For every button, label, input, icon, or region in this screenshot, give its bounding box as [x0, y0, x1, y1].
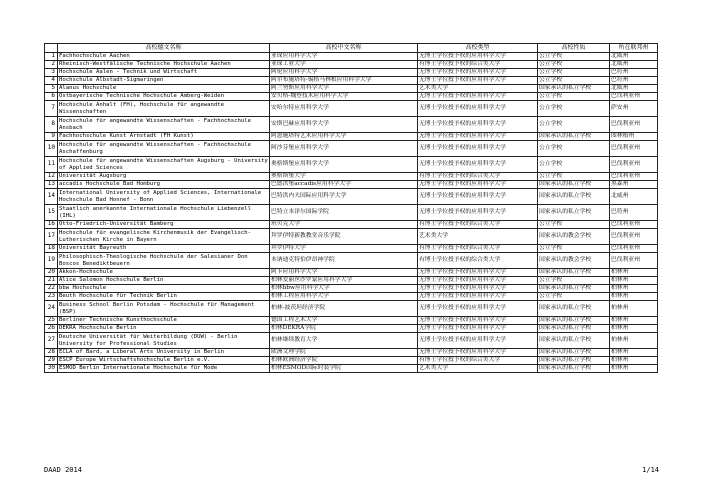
- header-university-nature: 高校性质: [538, 44, 610, 53]
- cell-university-type: 无博士学位授予权的应用科学大学: [418, 277, 538, 285]
- cell-chinese-name: 德国工程艺术大学: [270, 317, 418, 325]
- cell-federal-state: 萨安州: [610, 101, 658, 117]
- cell-chinese-name: 阿卡应用科学大学: [270, 269, 418, 277]
- table-row: [45, 269, 658, 277]
- cell-row-number: 14: [45, 189, 58, 205]
- table-row: [45, 69, 658, 77]
- cell-row-number: 10: [45, 141, 58, 157]
- table-row: [45, 245, 658, 253]
- cell-federal-state: 柏林州: [610, 325, 658, 333]
- cell-university-type: 无博士学位授予权的应用科学大学: [418, 317, 538, 325]
- cell-university-nature: 国家承认的私立学校: [538, 189, 610, 205]
- table-row: [45, 221, 658, 229]
- cell-german-name: bbw Hochschule: [58, 285, 270, 293]
- cell-row-number: 9: [45, 133, 58, 141]
- cell-chinese-name: 柏林DEKRA学院: [270, 325, 418, 333]
- table-row: [45, 157, 658, 173]
- cell-row-number: 25: [45, 317, 58, 325]
- cell-german-name: Ostbayerische Technische Hochschule Amberg-Weiden: [58, 93, 270, 101]
- cell-university-type: 无博士学位授予权的应用科学大学: [418, 301, 538, 317]
- cell-row-number: 20: [45, 269, 58, 277]
- cell-university-nature: 公立学校: [538, 61, 610, 69]
- cell-federal-state: 图林根州: [610, 133, 658, 141]
- cell-federal-state: 柏林州: [610, 293, 658, 301]
- cell-german-name: Hochschule für angewandte Wissenschaften - Fachhochschule Aschaffenburg: [58, 141, 270, 157]
- header-german-name: 高校德文名称: [58, 44, 270, 53]
- cell-german-name: ECLA of Bard, a Liberal Arts University in Berlin: [58, 349, 270, 357]
- cell-university-nature: 国家承认的私立学校: [538, 285, 610, 293]
- cell-chinese-name: 安哈尔特应用科学大学: [270, 101, 418, 117]
- cell-federal-state: 巴符州: [610, 69, 658, 77]
- cell-university-nature: 公立学校: [538, 77, 610, 85]
- table-header-row: [45, 44, 658, 53]
- cell-university-type: 无博士学位授予权的应用科学大学: [418, 189, 538, 205]
- cell-federal-state: 柏林州: [610, 277, 658, 285]
- cell-university-type: 无博士学位授予权的应用科学大学: [418, 53, 538, 61]
- cell-row-number: 21: [45, 277, 58, 285]
- cell-university-nature: 国家承认的私立学校: [538, 349, 610, 357]
- cell-federal-state: 柏林州: [610, 349, 658, 357]
- cell-chinese-name: 柏林bbw应用科学大学: [270, 285, 418, 293]
- table-row: [45, 101, 658, 117]
- table-row: [45, 205, 658, 221]
- cell-university-nature: 国家承认的私立学校: [538, 205, 610, 221]
- cell-university-type: 无博士学位授予权的应用科学大学: [418, 269, 538, 277]
- cell-university-nature: 国家承认的私立学校: [538, 85, 610, 93]
- footer-source: DAAD 2014: [44, 466, 82, 474]
- cell-german-name: Berliner Technische Kunsthochschule: [58, 317, 270, 325]
- table-row: [45, 317, 658, 325]
- cell-federal-state: 巴伐利亚州: [610, 229, 658, 245]
- university-table: [44, 43, 658, 373]
- cell-german-name: Otto-Friedrich-Universität Bamberg: [58, 221, 270, 229]
- cell-university-nature: 国家承认的教会学校: [538, 253, 610, 269]
- cell-university-nature: 国家承认的私立学校: [538, 365, 610, 373]
- cell-german-name: Deutsche Universität für Weiterbildung (DUW) - Berlin University for Professional Studies: [58, 333, 270, 349]
- cell-chinese-name: 亚琛应用科学大学: [270, 53, 418, 61]
- cell-german-name: Philosophisch-Theologische Hochschule der Salesianer Don Boscos Benediktbeuern: [58, 253, 270, 269]
- cell-federal-state: 巴伐利亚州: [610, 173, 658, 181]
- header-chinese-name: 高校中文名称: [270, 44, 418, 53]
- cell-university-type: 无博士学位授予权的应用科学大学: [418, 101, 538, 117]
- cell-federal-state: 北威州: [610, 61, 658, 69]
- cell-row-number: 18: [45, 245, 58, 253]
- table-row: [45, 365, 658, 373]
- cell-german-name: Hochschule für angewandte Wissenschaften - Fachhochschule Ansbach: [58, 117, 270, 133]
- cell-university-type: 无博士学位授予权的应用科学大学: [418, 333, 538, 349]
- cell-university-type: 无博士学位授予权的应用科学大学: [418, 77, 538, 85]
- cell-university-nature: 公立学校: [538, 69, 610, 77]
- cell-university-nature: 公立学校: [538, 157, 610, 173]
- table-row: [45, 189, 658, 205]
- cell-university-nature: 国家承认的私立学校: [538, 317, 610, 325]
- cell-university-type: 无博士学位授予权的应用科学大学: [418, 157, 538, 173]
- cell-german-name: Hochschule Albstadt-Sigmaringen: [58, 77, 270, 85]
- cell-federal-state: 黑森州: [610, 181, 658, 189]
- cell-german-name: DEKRA Hochschule Berlin: [58, 325, 270, 333]
- table-row: [45, 253, 658, 269]
- cell-federal-state: 巴伐利亚州: [610, 157, 658, 173]
- cell-university-type: 有博士学位授予权的综合类大学: [418, 221, 538, 229]
- cell-federal-state: 柏林州: [610, 357, 658, 365]
- cell-german-name: Alanus Hochschule: [58, 85, 270, 93]
- cell-federal-state: 巴伐利亚州: [610, 117, 658, 133]
- cell-federal-state: 北威州: [610, 189, 658, 205]
- cell-university-nature: 国家承认的私立学校: [538, 269, 610, 277]
- table-row: [45, 77, 658, 85]
- cell-federal-state: 柏林州: [610, 317, 658, 325]
- cell-university-type: 有博士学位授予权的综合类大学: [418, 357, 538, 365]
- cell-chinese-name: 巴特立本泽尔国际学院: [270, 205, 418, 221]
- cell-federal-state: 巴伐利亚州: [610, 253, 658, 269]
- cell-federal-state: 柏林州: [610, 365, 658, 373]
- cell-chinese-name: 拜罗伊特新教教堂音乐学院: [270, 229, 418, 245]
- cell-university-type: 艺术类大学: [418, 85, 538, 93]
- cell-row-number: 5: [45, 85, 58, 93]
- cell-row-number: 19: [45, 253, 58, 269]
- cell-university-type: 无博士学位授予权的应用科学大学: [418, 285, 538, 293]
- cell-federal-state: 北威州: [610, 85, 658, 93]
- cell-row-number: 7: [45, 101, 58, 117]
- cell-university-type: 无博士学位授予权的应用科学大学: [418, 133, 538, 141]
- table-row: [45, 117, 658, 133]
- table-row: [45, 301, 658, 317]
- table-row: [45, 141, 658, 157]
- table-row: [45, 181, 658, 189]
- cell-chinese-name: 安贝格-魏登技术应用科学大学: [270, 93, 418, 101]
- cell-row-number: 15: [45, 205, 58, 221]
- cell-federal-state: 北威州: [610, 53, 658, 61]
- cell-university-nature: 国家承认的私立学校: [538, 181, 610, 189]
- cell-federal-state: 柏林州: [610, 301, 658, 317]
- cell-chinese-name: 柏林继续教育大学: [270, 333, 418, 349]
- cell-row-number: 17: [45, 229, 58, 245]
- cell-row-number: 11: [45, 157, 58, 173]
- cell-university-type: 无博士学位授予权的应用科学大学: [418, 181, 538, 189]
- cell-row-number: 3: [45, 69, 58, 77]
- table-row: [45, 325, 658, 333]
- table-row: [45, 285, 658, 293]
- cell-university-type: 无博士学位授予权的应用科学大学: [418, 349, 538, 357]
- cell-chinese-name: 欧洲文理学院: [270, 349, 418, 357]
- cell-university-nature: 国家承认的私立学校: [538, 357, 610, 365]
- table-row: [45, 293, 658, 301]
- cell-german-name: Akkon-Hochschule: [58, 269, 270, 277]
- table-row: [45, 349, 658, 357]
- cell-german-name: International University of Applied Sciences, Internationale Hochschule Bad Honnef - Bonn: [58, 189, 270, 205]
- cell-university-type: 有博士学位授予权的综合类大学: [418, 61, 538, 69]
- cell-university-nature: 国家承认的私立学校: [538, 133, 610, 141]
- header-university-type: 高校类型: [418, 44, 538, 53]
- cell-university-nature: 公立学校: [538, 53, 610, 61]
- table-row: [45, 357, 658, 365]
- cell-german-name: Beuth Hochschule für Technik Berlin: [58, 293, 270, 301]
- cell-german-name: Rheinisch-Westfälische Technische Hochschule Aachen: [58, 61, 270, 69]
- cell-university-nature: 国家承认的私立学校: [538, 333, 610, 349]
- cell-row-number: 23: [45, 293, 58, 301]
- cell-chinese-name: 柏林-波茨坦经济学院: [270, 301, 418, 317]
- cell-row-number: 29: [45, 357, 58, 365]
- cell-federal-state: 巴伐利亚州: [610, 245, 658, 253]
- cell-university-type: 无博士学位授予权的应用科学大学: [418, 325, 538, 333]
- cell-university-nature: 公立学校: [538, 101, 610, 117]
- cell-row-number: 28: [45, 349, 58, 357]
- cell-german-name: ESCP Europe Wirtschaftshochschule Berlin e.V.: [58, 357, 270, 365]
- cell-row-number: 6: [45, 93, 58, 101]
- table-row: [45, 53, 658, 61]
- table-row: [45, 277, 658, 285]
- cell-university-type: 无博士学位授予权的应用科学大学: [418, 205, 538, 221]
- cell-university-nature: 国家承认的教会学校: [538, 229, 610, 245]
- cell-chinese-name: 柏林ESMOD国际时装学院: [270, 365, 418, 373]
- cell-university-nature: 公立学校: [538, 293, 610, 301]
- cell-chinese-name: 本讷迪克特伯伊昂神学院: [270, 253, 418, 269]
- cell-chinese-name: 奥格斯堡应用科学大学: [270, 157, 418, 173]
- cell-chinese-name: 阿尔布施塔特-锡格马林根应用科学大学: [270, 77, 418, 85]
- table-row: [45, 229, 658, 245]
- cell-university-type: 无博士学位授予权的应用科学大学: [418, 69, 538, 77]
- table-row: [45, 133, 658, 141]
- cell-university-nature: 公立学校: [538, 173, 610, 181]
- cell-university-nature: 国家承认的私立学校: [538, 301, 610, 317]
- cell-german-name: Hochschule für evangelische Kirchenmusik der Evangelisch-Lutherischen Kirche in Bayern: [58, 229, 270, 245]
- cell-chinese-name: 拜罗伊特大学: [270, 245, 418, 253]
- table-row: [45, 93, 658, 101]
- cell-university-type: 艺术类大学: [418, 229, 538, 245]
- cell-university-type: 有博士学位授予权的综合类大学: [418, 173, 538, 181]
- cell-federal-state: 巴伐利亚州: [610, 141, 658, 157]
- cell-federal-state: 巴伐利亚州: [610, 93, 658, 101]
- table-row: [45, 173, 658, 181]
- cell-german-name: Staatlich anerkannte Internationale Hochschule Liebenzell (IHL): [58, 205, 270, 221]
- cell-chinese-name: 奥格斯堡大学: [270, 173, 418, 181]
- cell-university-nature: 国家承认的私立学校: [538, 325, 610, 333]
- cell-university-type: 无博士学位授予权的应用科学大学: [418, 141, 538, 157]
- cell-chinese-name: 阿沙芬堡应用科学大学: [270, 141, 418, 157]
- cell-row-number: 12: [45, 173, 58, 181]
- cell-federal-state: 巴符州: [610, 205, 658, 221]
- cell-federal-state: 柏林州: [610, 285, 658, 293]
- cell-german-name: Business School Berlin Potsdam - Hochschule für Management (BSP): [58, 301, 270, 317]
- cell-chinese-name: 巴特洪内夫国际应用科学大学: [270, 189, 418, 205]
- cell-university-nature: 公立学校: [538, 245, 610, 253]
- cell-university-type: 无博士学位授予权的应用科学大学: [418, 93, 538, 101]
- cell-german-name: ESMOD Berlin Internationale Hochschule für Mode: [58, 365, 270, 373]
- cell-chinese-name: 阿恩施塔特艺术应用科学大学: [270, 133, 418, 141]
- cell-university-type: 无博士学位授予权的应用科学大学: [418, 117, 538, 133]
- cell-german-name: Fachhochschule Kunst Arnstadt (FH Kunst): [58, 133, 270, 141]
- cell-german-name: Hochschule Aalen - Technik und Wirtschaft: [58, 69, 270, 77]
- cell-university-type: 有博士学位授予权的综合类大学: [418, 253, 538, 269]
- cell-university-type: 无博士学位授予权的应用科学大学: [418, 293, 538, 301]
- header-row-number: [45, 44, 58, 53]
- cell-university-nature: 公立学校: [538, 141, 610, 157]
- table-row: [45, 85, 658, 93]
- cell-row-number: 24: [45, 301, 58, 317]
- cell-university-nature: 公立学校: [538, 221, 610, 229]
- cell-chinese-name: 班贝克大学: [270, 221, 418, 229]
- cell-german-name: accadis Hochschule Bad Homburg: [58, 181, 270, 189]
- cell-row-number: 22: [45, 285, 58, 293]
- cell-row-number: 8: [45, 117, 58, 133]
- cell-chinese-name: 安斯巴赫应用科学大学: [270, 117, 418, 133]
- cell-university-type: 艺术类大学: [418, 365, 538, 373]
- cell-german-name: Hochschule Anhalt (FH), Hochschule für angewandte Wissenschaften: [58, 101, 270, 117]
- cell-chinese-name: 阿兰努斯应用科学大学: [270, 85, 418, 93]
- cell-german-name: Alice Salomon Hochschule Berlin: [58, 277, 270, 285]
- cell-university-type: 有博士学位授予权的综合类大学: [418, 245, 538, 253]
- cell-row-number: 1: [45, 53, 58, 61]
- cell-row-number: 2: [45, 61, 58, 69]
- cell-university-nature: 公立学校: [538, 117, 610, 133]
- cell-university-nature: 公立学校: [538, 277, 610, 285]
- cell-federal-state: 柏林州: [610, 269, 658, 277]
- cell-german-name: Fachhochschule Aachen: [58, 53, 270, 61]
- cell-row-number: 16: [45, 221, 58, 229]
- university-table-body: [45, 44, 658, 373]
- cell-german-name: Universität Bayreuth: [58, 245, 270, 253]
- cell-german-name: Hochschule für angewandte Wissenschaften Augsburg - University of Applied Sciences: [59, 157, 268, 171]
- cell-row-number: 27: [45, 333, 58, 349]
- cell-university-nature: 公立学校: [538, 93, 610, 101]
- cell-chinese-name: 柏林爱丽丝沙罗蒙应用科学大学: [270, 277, 418, 285]
- table-row: [45, 333, 658, 349]
- cell-federal-state: 巴伐利亚州: [610, 221, 658, 229]
- cell-row-number: 26: [45, 325, 58, 333]
- cell-row-number: 13: [45, 181, 58, 189]
- footer-page-number: 1/14: [642, 466, 659, 474]
- cell-chinese-name: 柏林工程应用科学大学: [270, 293, 418, 301]
- header-federal-state: 所在联邦州: [610, 44, 658, 53]
- cell-row-number: 4: [45, 77, 58, 85]
- table-row: [45, 61, 658, 69]
- cell-chinese-name: 阿伦应用科学大学: [270, 69, 418, 77]
- cell-chinese-name: 柏林欧洲经济学院: [270, 357, 418, 365]
- cell-chinese-name: 亚琛工业大学: [270, 61, 418, 69]
- cell-row-number: 30: [45, 365, 58, 373]
- cell-federal-state: 柏林州: [610, 333, 658, 349]
- cell-chinese-name: 巴德洪堡accadis应用科学大学: [270, 181, 418, 189]
- cell-federal-state: 巴符州: [610, 77, 658, 85]
- cell-german-name: Universität Augsburg: [58, 173, 270, 181]
